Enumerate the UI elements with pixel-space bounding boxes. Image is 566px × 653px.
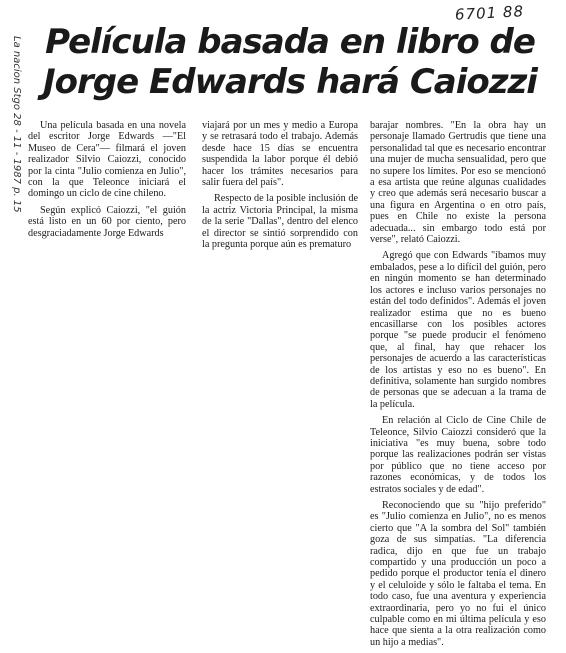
handwritten-source-note: La nacion Stgo 28 - 11 - 1987 p. 15: [11, 36, 22, 213]
paragraph: Una película basada en una novela del escritor Jorge Edwards —"El Museo de Cera"— filmará el joven realizador Silvio Caiozzi, conocido por la cinta "Julio comienza en Julio", con la que Teleonce iniciará el domingo un ciclo de cine chileno.: [28, 120, 186, 200]
paragraph: En relación al Ciclo de Cine Chile de Teleonce, Silvio Caiozzi consideró que la iniciativa "es muy buena, sobre todo porque las realizaciones podrán ser vistas por público que no tiene acceso por razones económicas, y de todos los estratos sociales y de edad".: [370, 415, 546, 495]
archive-stamp: 6701 88: [454, 2, 525, 24]
headline-line-2: Jorge Edwards hará Caiozzi: [43, 62, 537, 102]
paragraph: viajará por un mes y medio a Europa y se retrasará todo el trabajo. Además desde hace 15 días se encuentra suspendida la labor porque él debió hacer los trámites necesarios para salir fuera del país".: [202, 120, 358, 189]
article-column-1: [28, 120, 186, 244]
headline-line-1: Película basada en libro de: [45, 22, 535, 62]
headline: [30, 22, 550, 102]
paragraph: Agregó que con Edwards "íbamos muy embalados, pese a lo difícil del guión, pero en ningún momento se han determinado los actores e incluso varios personajes no están del todo definidos". Además el joven realizador estima que no es bueno encasillarse con los posibles actores porque "se puede producir el fenómeno que, al final, hay que rehacer los personajes de acuerdo a las características de los artistas y eso no es bueno". En definitiva, solamente han surgido nombres de personas que se adecuan a la trama de la película.: [370, 250, 546, 410]
paragraph: barajar nombres. "En la obra hay un personaje llamado Gertrudis que tiene una personalidad tal que es necesario encontrar una mujer de mucha sensualidad, pero que no supere los límites. Por eso se mencionó a esa artista que reúne algunas cualidades y creo que además será necesario buscar a una figura en Argentina o en otro país, pues en Chile no existe la persona adecuada... sin embargo todo está por verse", relató Caiozzi.: [370, 120, 546, 246]
paragraph: Según explicó Caiozzi, "el guión está listo en un 60 por ciento, pero desgraciadamente Jorge Edwards: [28, 204, 186, 239]
article-column-3: [370, 120, 546, 653]
paragraph: Respecto de la posible inclusión de la actriz Victoria Principal, la misma de la serie "Dallas", dentro del elenco el director se sintió sorprendido con la pregunta porque aún es prematuro: [202, 193, 358, 251]
article-column-2: [202, 120, 358, 255]
paragraph: Reconociendo que su "hijo preferido" es "Julio comienza en Julio", no es menos cierto que "A la sombra del Sol" también goza de sus simpatías. "La diferencia radica, dijo en que fue un trabajo compartido y una producción un poco a pedido porque el productor tenía el dinero y el celuloide y sólo le faltaba el tema. En todo caso, fue una aventura y experiencia extraordinaria, pero yo no fui el único culpable como en mi última película y eso hace que sienta a la otra realización como un hijo a medias".: [370, 500, 546, 648]
